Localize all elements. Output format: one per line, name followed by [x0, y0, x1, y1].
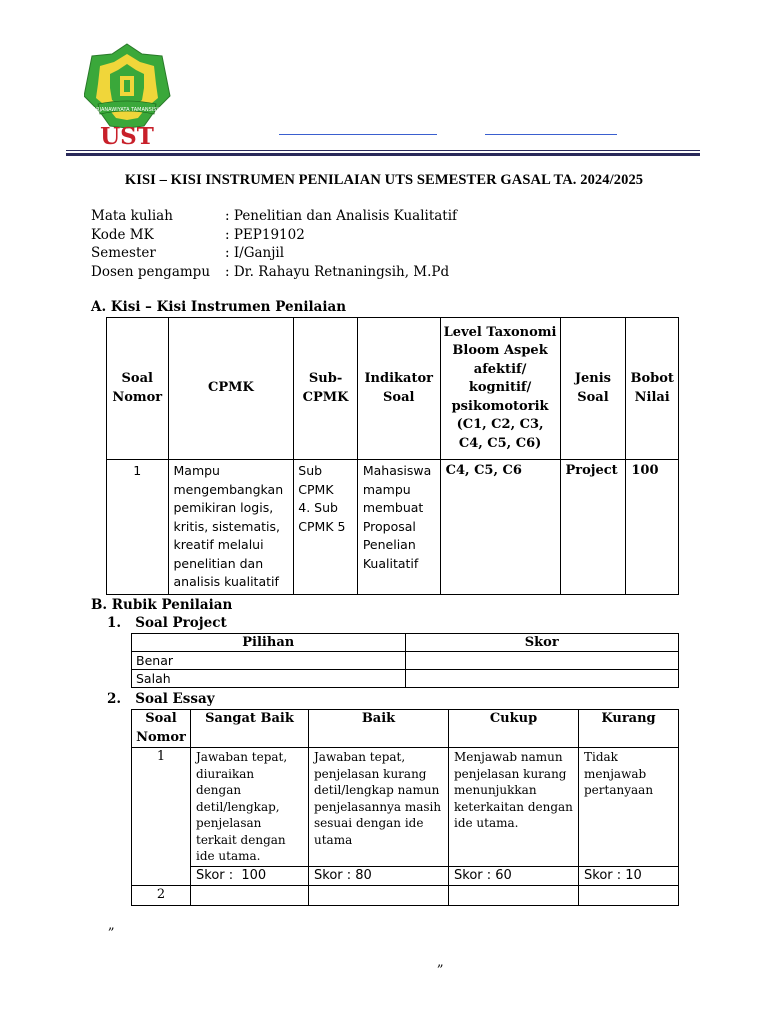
meta-label: Dosen pengampu	[91, 263, 211, 280]
course-info	[91, 207, 457, 281]
meta-label: Mata kuliah	[91, 208, 173, 224]
meta-row	[91, 263, 457, 282]
signature-line-2	[485, 134, 617, 135]
meta-value: : Penelitian dan Analisis Kualitatif	[225, 208, 458, 224]
cell-baik-desc: Jawaban tepat, penjelasan kurang detil/lengkap namun penjelasannya masih sesuai dengan ide utama	[309, 748, 449, 867]
col-header-bobot: Bobot Nilai	[626, 318, 679, 460]
soal-essay-title: 2. Soal Essay	[107, 691, 215, 707]
section-b-title: B. Rubik Penilaian	[91, 597, 233, 613]
meta-value: : Dr. Rahayu Retnaningsih, M.Pd	[225, 263, 450, 280]
cell-sangat-baik-desc: Jawaban tepat, diuraikan dengan detil/lengkap, penjelasan terkait dengan ide utama.	[191, 748, 309, 867]
cell-bobot: 100	[626, 460, 679, 595]
cell-sub-cpmk: Sub CPMK 4. Sub CPMK 5	[294, 460, 358, 595]
cell-empty	[309, 886, 449, 906]
table-row	[132, 866, 679, 886]
meta-label: Kode MK	[91, 226, 154, 243]
section-a-title: A. Kisi – Kisi Instrumen Penilaian	[91, 299, 347, 315]
cell-skor	[405, 652, 679, 670]
meta-row	[91, 226, 457, 245]
cell-skor-baik: Skor : 80	[309, 866, 449, 886]
table-row	[132, 886, 679, 906]
cell-nomor: 2	[132, 886, 191, 906]
logo-banner: SARJANAWIYATA TAMANSISWA	[89, 107, 165, 113]
col-header-cukup: Cukup	[449, 710, 579, 748]
col-header-skor: Skor	[405, 634, 679, 652]
col-header-kurang: Kurang	[579, 710, 679, 748]
col-header-pilihan: Pilihan	[132, 634, 406, 652]
col-header-sub-cpmk: Sub-CPMK	[294, 318, 358, 460]
meta-value: : PEP19102	[225, 226, 305, 243]
cell-skor	[405, 670, 679, 688]
logo-ust-text: UST	[100, 123, 154, 150]
cell-empty	[579, 886, 679, 906]
signature-line-1	[279, 134, 437, 135]
cell-skor-cukup: Skor : 60	[449, 866, 579, 886]
header-rule-thick	[66, 153, 700, 156]
cell-indikator: Mahasiswa mampu membuat Proposal Penelian Kualitatif	[357, 460, 440, 595]
meta-value: : I/Ganjil	[225, 245, 285, 261]
table-row	[132, 652, 679, 670]
cell-pilihan: Salah	[132, 670, 406, 688]
meta-row	[91, 244, 457, 263]
meta-row	[91, 207, 457, 226]
soal-project-title: 1. Soal Project	[107, 615, 227, 631]
col-header-indikator: Indikator Soal	[357, 318, 440, 460]
cell-skor-kurang: Skor : 10	[579, 866, 679, 886]
table-row	[107, 460, 679, 595]
col-header-level: Level Taxonomi Bloom Aspek afektif/ kognitif/ psikomotorik (C1, C2, C3, C4, C5, C6)	[440, 318, 560, 460]
cell-nomor: 1	[132, 748, 191, 886]
cell-nomor: 1	[107, 460, 169, 595]
table-row	[132, 748, 679, 867]
col-header-sangat-baik: Sangat Baik	[191, 710, 309, 748]
project-rubric-table	[131, 633, 679, 688]
table-row	[132, 670, 679, 688]
cell-pilihan: Benar	[132, 652, 406, 670]
cell-empty	[449, 886, 579, 906]
cell-cukup-desc: Menjawab namun penjelasan kurang menunjukkan keterkaitan dengan ide utama.	[449, 748, 579, 867]
col-header-soal-nomor: Soal Nomor	[107, 318, 169, 460]
cell-skor-sangat-baik: Skor : 100	[191, 866, 309, 886]
col-header-jenis: Jenis Soal	[560, 318, 626, 460]
footer-mark: „	[108, 918, 115, 933]
footer-mark: „	[437, 955, 444, 970]
document-title: KISI – KISI INSTRUMEN PENILAIAN UTS SEMESTER GASAL TA. 2024/2025	[124, 172, 644, 188]
kisi-kisi-table	[106, 317, 679, 595]
col-header-baik: Baik	[309, 710, 449, 748]
col-header-cpmk: CPMK	[168, 318, 294, 460]
essay-rubric-table	[131, 709, 679, 906]
cell-empty	[191, 886, 309, 906]
header-rule	[66, 150, 700, 151]
cell-level: C4, C5, C6	[440, 460, 560, 595]
cell-kurang-desc: Tidak menjawab pertanyaan	[579, 748, 679, 867]
cell-jenis: Project	[560, 460, 626, 595]
col-header-soal-nomor: Soal Nomor	[132, 710, 191, 748]
university-logo	[84, 40, 174, 150]
cell-cpmk: Mampu mengembangkan pemikiran logis, kritis, sistematis, kreatif melalui penelitian dan analisis kualitatif	[168, 460, 294, 595]
meta-label: Semester	[91, 245, 156, 261]
